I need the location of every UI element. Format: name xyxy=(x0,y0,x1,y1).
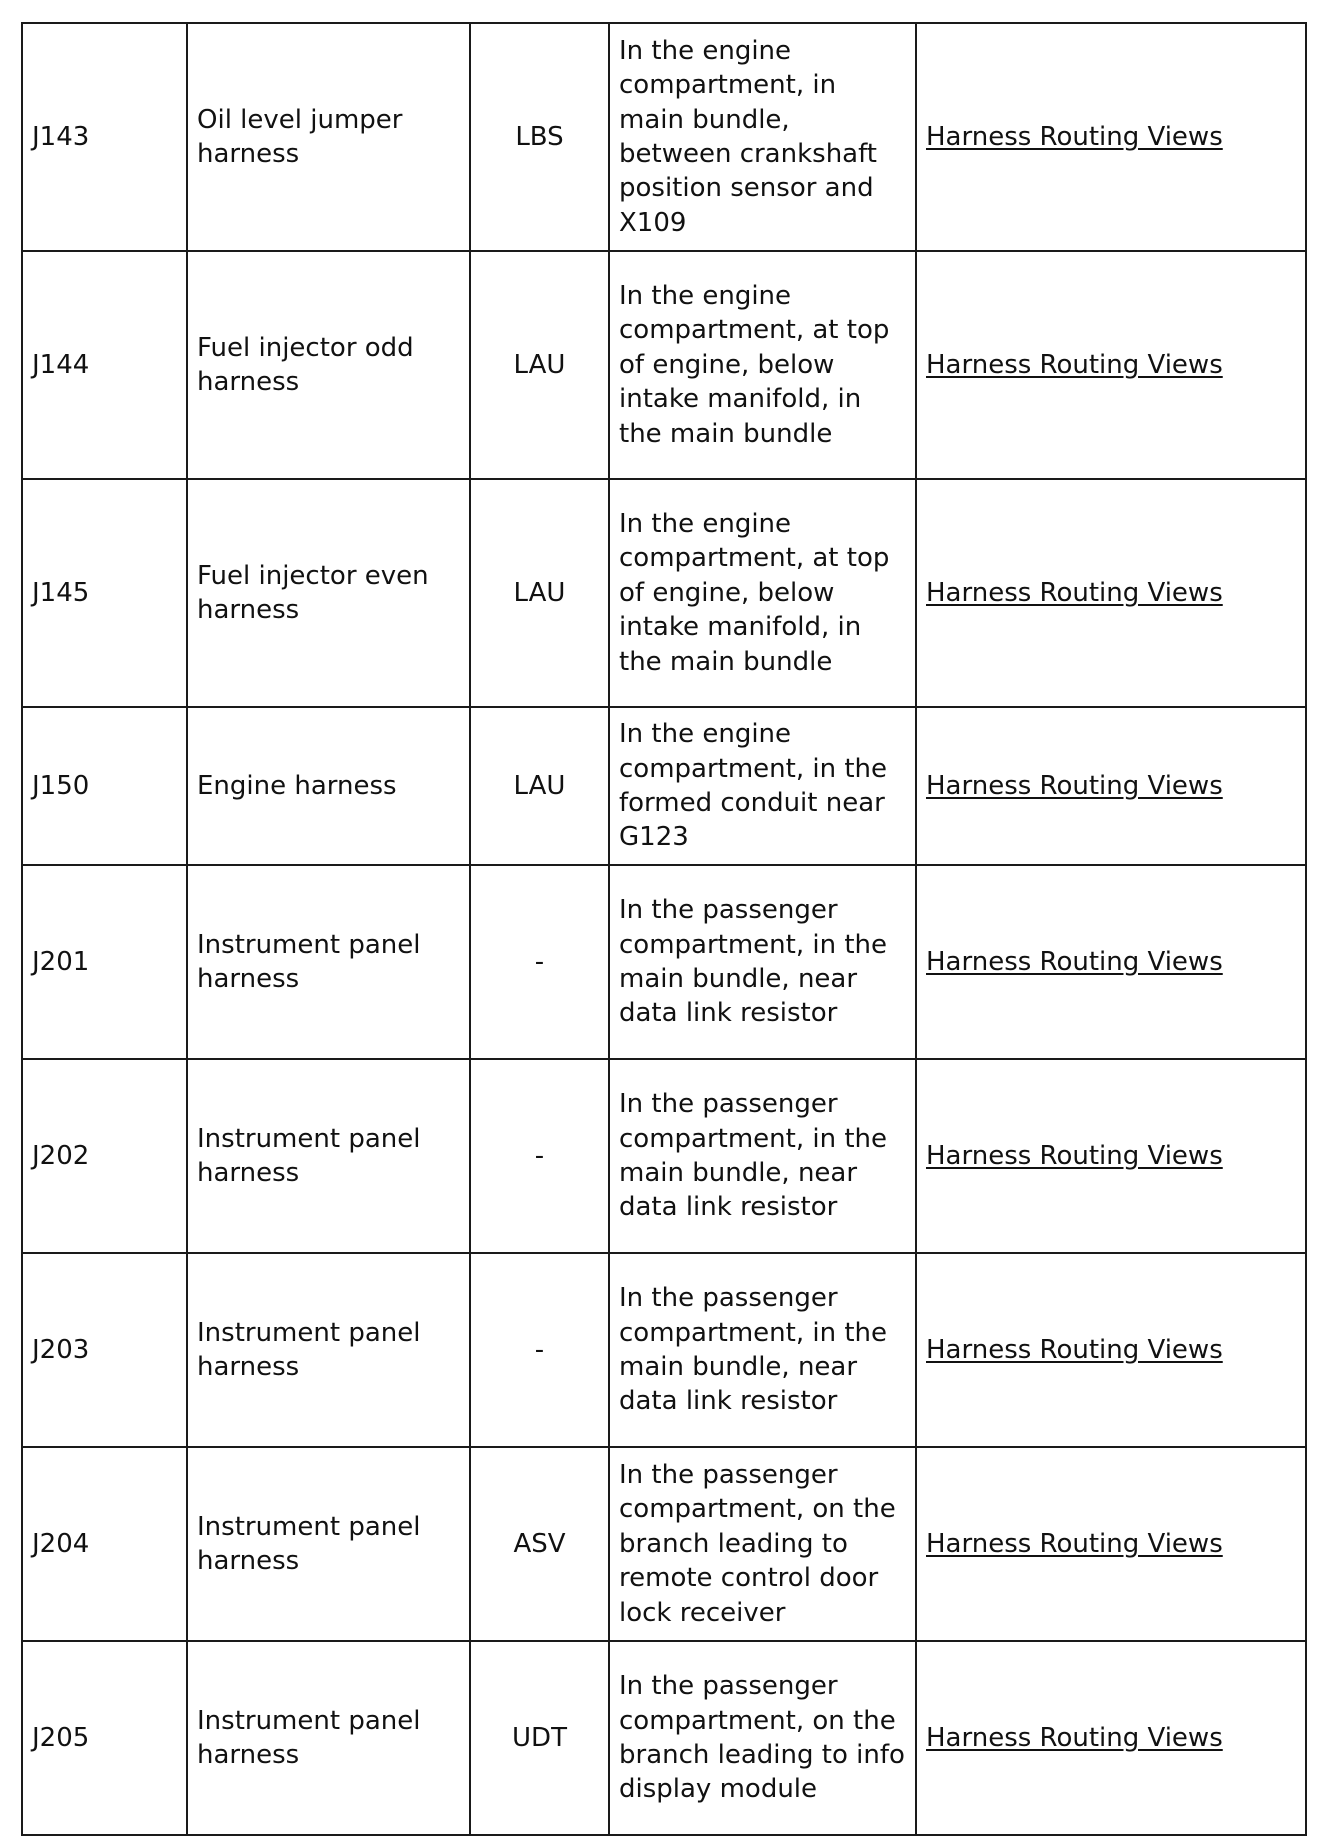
location-description: In the passenger compartment, in the main bundle, near data link resistor xyxy=(609,865,916,1059)
harness-routing-views-link[interactable]: Harness Routing Views xyxy=(926,1140,1223,1171)
location-description: In the passenger compartment, on the branch leading to info display module xyxy=(609,1641,916,1835)
connector-id: J143 xyxy=(22,23,187,251)
routing-link-cell xyxy=(916,479,1306,707)
option-code: LAU xyxy=(470,707,609,865)
routing-link-cell xyxy=(916,707,1306,865)
harness-routing-views-link[interactable]: Harness Routing Views xyxy=(926,1334,1223,1365)
connector-id: J204 xyxy=(22,1447,187,1641)
harness-routing-views-link[interactable]: Harness Routing Views xyxy=(926,770,1223,801)
connector-id: J205 xyxy=(22,1641,187,1835)
harness-name: Fuel injector odd harness xyxy=(187,251,470,479)
option-code: LAU xyxy=(470,251,609,479)
table-row xyxy=(22,1253,1306,1447)
location-description: In the engine compartment, in the formed conduit near G123 xyxy=(609,707,916,865)
harness-routing-views-link[interactable]: Harness Routing Views xyxy=(926,577,1223,608)
harness-name: Instrument panel harness xyxy=(187,1447,470,1641)
harness-name: Instrument panel harness xyxy=(187,1641,470,1835)
table-row xyxy=(22,23,1306,251)
routing-link-cell xyxy=(916,865,1306,1059)
connector-id: J201 xyxy=(22,865,187,1059)
location-description: In the passenger compartment, on the branch leading to remote control door lock receiver xyxy=(609,1447,916,1641)
location-description: In the passenger compartment, in the main bundle, near data link resistor xyxy=(609,1253,916,1447)
harness-name: Instrument panel harness xyxy=(187,1059,470,1253)
harness-routing-views-link[interactable]: Harness Routing Views xyxy=(926,1722,1223,1753)
table-row xyxy=(22,251,1306,479)
connector-id: J145 xyxy=(22,479,187,707)
routing-link-cell xyxy=(916,251,1306,479)
harness-routing-views-link[interactable]: Harness Routing Views xyxy=(926,1528,1223,1559)
harness-name: Instrument panel harness xyxy=(187,865,470,1059)
harness-name: Oil level jumper harness xyxy=(187,23,470,251)
routing-link-cell xyxy=(916,1059,1306,1253)
option-code: UDT xyxy=(470,1641,609,1835)
location-description: In the engine compartment, at top of engine, below intake manifold, in the main bundle xyxy=(609,479,916,707)
connector-table xyxy=(21,22,1307,1836)
location-description: In the engine compartment, at top of engine, below intake manifold, in the main bundle xyxy=(609,251,916,479)
connector-id: J203 xyxy=(22,1253,187,1447)
option-code: - xyxy=(470,1059,609,1253)
harness-routing-views-link[interactable]: Harness Routing Views xyxy=(926,121,1223,152)
location-description: In the engine compartment, in main bundle, between crankshaft position sensor and X109 xyxy=(609,23,916,251)
connector-id: J144 xyxy=(22,251,187,479)
harness-name: Instrument panel harness xyxy=(187,1253,470,1447)
routing-link-cell xyxy=(916,1253,1306,1447)
routing-link-cell xyxy=(916,1641,1306,1835)
option-code: - xyxy=(470,1253,609,1447)
location-description: In the passenger compartment, in the main bundle, near data link resistor xyxy=(609,1059,916,1253)
option-code: LBS xyxy=(470,23,609,251)
harness-name: Fuel injector even harness xyxy=(187,479,470,707)
harness-name: Engine harness xyxy=(187,707,470,865)
option-code: ASV xyxy=(470,1447,609,1641)
table-row xyxy=(22,1059,1306,1253)
harness-routing-views-link[interactable]: Harness Routing Views xyxy=(926,946,1223,977)
option-code: LAU xyxy=(470,479,609,707)
table-row xyxy=(22,479,1306,707)
harness-routing-views-link[interactable]: Harness Routing Views xyxy=(926,349,1223,380)
table-row xyxy=(22,1447,1306,1641)
option-code: - xyxy=(470,865,609,1059)
routing-link-cell xyxy=(916,1447,1306,1641)
connector-id: J202 xyxy=(22,1059,187,1253)
table-row xyxy=(22,1641,1306,1835)
routing-link-cell xyxy=(916,23,1306,251)
table-row xyxy=(22,865,1306,1059)
connector-id: J150 xyxy=(22,707,187,865)
table-row xyxy=(22,707,1306,865)
